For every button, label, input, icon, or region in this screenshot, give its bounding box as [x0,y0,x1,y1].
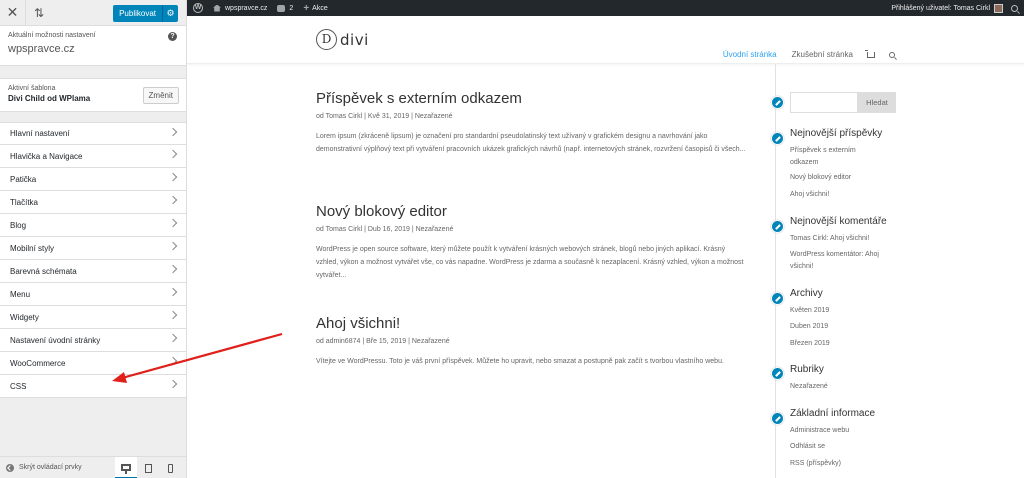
desktop-preview-button[interactable] [115,457,137,478]
menu-item-color-schemes[interactable] [0,260,186,283]
recent-comment-link[interactable]: Tomas Cirkl: Ahoj všichni! [790,235,870,242]
edit-shortcut-icon[interactable] [771,220,784,233]
chevron-right-icon [169,128,177,136]
reorder-icon[interactable]: ⇅ [33,5,45,20]
chevron-right-icon [169,288,177,296]
meta-link[interactable]: Administrace webu [790,427,850,434]
active-theme-name: Divi Child od WPlama [8,94,91,103]
menu-item-label: Hlavní nastavení [10,129,70,138]
main-nav [708,50,895,59]
plus-icon: + [303,2,310,14]
cart-icon[interactable] [867,52,875,58]
customizer-menu [0,122,186,398]
avatar[interactable] [994,4,1003,13]
chevron-right-icon [169,150,177,158]
post-item [316,203,746,282]
menu-item-homepage-settings[interactable] [0,329,186,352]
menu-item-blog[interactable] [0,214,186,237]
edit-shortcut-icon[interactable] [771,412,784,425]
customizer-panel [0,0,187,478]
chevron-right-icon [169,380,177,388]
menu-item-css[interactable] [0,375,186,398]
mobile-icon [168,464,173,473]
admin-bar-new[interactable] [303,3,327,14]
chevron-right-icon [169,334,177,342]
home-icon [213,5,221,12]
logo-mark: D [316,29,337,50]
archive-link[interactable]: Květen 2019 [790,307,830,314]
logged-user-label[interactable]: Přihlášený uživatel: Tomas Cirkl [891,4,990,12]
post-meta: od Tomas Cirkl | Dub 16, 2019 | Nezařazené [316,226,454,233]
post-item [316,315,746,368]
close-icon[interactable]: ✕ [0,0,26,26]
post-title[interactable]: Nový blokový editor [316,203,447,220]
meta-title: Základní informace [790,408,876,419]
menu-item-menus[interactable] [0,283,186,306]
menu-item-label: Tlačítka [10,197,39,207]
admin-bar-comments[interactable] [277,5,293,12]
meta-link[interactable]: RSS (příspěvky) [790,460,841,467]
menu-item-woocommerce[interactable] [0,352,186,375]
customizer-footer [0,456,187,478]
archives-title: Archivy [790,288,823,299]
site-name: wpspravce.cz [8,43,75,55]
chevron-right-icon [169,173,177,181]
search-icon[interactable] [889,52,895,58]
nav-home[interactable]: Úvodní stránka [722,50,777,59]
collapse-icon[interactable] [6,464,14,472]
site-preview [187,0,1024,478]
chevron-right-icon [169,357,177,365]
chevron-right-icon [169,219,177,227]
post-meta: od Tomas Cirkl | Kvě 31, 2019 | Nezařazené [316,113,453,120]
chevron-right-icon [169,311,177,319]
publish-group [113,5,178,22]
gear-icon[interactable]: ⚙ [162,5,178,22]
publish-button[interactable]: Publikovat [113,5,162,22]
menu-item-mobile-styles[interactable] [0,237,186,260]
menu-item-label: Patička [10,174,37,184]
comment-icon [277,5,285,12]
recent-post-link[interactable]: Nový blokový editor [790,174,852,181]
customizer-toolbar [0,0,186,26]
menu-item-header-navigation[interactable] [0,145,186,168]
menu-item-label: Mobilní styly [10,243,55,253]
chevron-right-icon [169,196,177,204]
menu-item-label: Blog [10,220,27,230]
menu-item-general-settings[interactable] [0,122,186,145]
post-meta: od admin6874 | Bře 15, 2019 | Nezařazené [316,338,450,345]
menu-item-footer[interactable] [0,168,186,191]
admin-bar-site-label: wpspravce.cz [225,4,268,12]
menu-item-label: Nastavení úvodní stránky [10,335,101,345]
current-settings-info [0,26,186,66]
menu-item-label: CSS [10,381,27,391]
post-excerpt: WordPress je open source software, který můžete použít k vytváření krásných webových stránek, blogů nebo jiných aplikací. Krásný vzhled, výkon a možnost vytvářet vše, co vás napadne. WordPress je zdarma a současně k nezaplacení. Krásný vzhled, výkon a možnost vytvářet... [316,246,744,279]
comments-count: 2 [289,4,294,12]
menu-item-buttons[interactable] [0,191,186,214]
meta-link[interactable]: Odhlásit se [790,443,826,450]
edit-shortcut-icon[interactable] [771,96,784,109]
nav-sample-page[interactable]: Zkušební stránka [791,50,853,59]
category-link[interactable]: Nezařazené [790,383,828,390]
edit-shortcut-icon[interactable] [771,292,784,305]
categories-title: Rubriky [790,364,824,375]
edit-shortcut-icon[interactable] [771,367,784,380]
post-excerpt: Lorem ipsum (zkráceně lipsum) je označení pro standardní pseudolatinský text užívaný v grafickém designu a navrhování jako demonstrativní výplňový text při vytváření pracovních ukázek grafických návrhů (např. internetových stránek, rozvržení časopisů či všech... [316,133,746,153]
chevron-right-icon [169,265,177,273]
post-title[interactable]: Ahoj všichni! [316,315,401,332]
admin-bar-site[interactable] [213,5,267,12]
menu-item-label: Menu [10,289,31,299]
recent-comments-title: Nejnovější komentáře [790,216,887,227]
admin-bar-account [891,0,1018,16]
mobile-preview-button[interactable] [159,457,181,478]
site-logo[interactable] [316,29,369,50]
menu-item-widgets[interactable] [0,306,186,329]
recent-post-link[interactable]: Příspěvek s externím odkazem [790,147,856,166]
active-theme-section [0,78,186,112]
search-icon[interactable] [1011,5,1018,12]
desktop-icon [121,464,131,471]
admin-bar [187,0,1024,16]
logo-text: divi [340,30,369,49]
edit-shortcut-icon[interactable] [771,132,784,145]
recent-comment-link[interactable]: WordPress komentátor: Ahoj všichni! [790,251,879,270]
menu-item-label: Widgety [10,312,39,322]
chevron-right-icon [169,242,177,250]
post-item [316,90,746,156]
wordpress-logo-icon[interactable]: W [194,4,202,11]
sidebar-search [790,92,910,113]
sidebar-search-button[interactable]: Hledat [858,92,896,113]
recent-posts-title: Nejnovější příspěvky [790,128,883,139]
help-icon[interactable]: ? [168,32,177,41]
site-header [187,16,1024,64]
menu-item-label: Hlavička a Navigace [10,151,83,161]
hide-controls-button[interactable]: Skrýt ovládací prvky [19,464,82,471]
active-theme-label: Aktivní šablona [8,85,56,92]
widget-sidebar [790,92,910,467]
post-excerpt: Vítejte ve WordPressu. Toto je váš první příspěvek. Můžete ho upravit, nebo smazat a postupně pak začít s tvorbou vlastního webu. [316,358,724,365]
device-preview-switcher [115,457,181,478]
post-title[interactable]: Příspěvek s externím odkazem [316,90,522,107]
sidebar-search-input[interactable] [790,92,858,113]
menu-item-label: Barevná schémata [10,266,77,276]
recent-post-link[interactable]: Ahoj všichni! [790,191,830,198]
menu-item-label: WooCommerce [10,358,66,368]
tablet-icon [145,464,152,473]
archive-link[interactable]: Březen 2019 [790,340,830,347]
change-theme-button[interactable]: Změnit [143,87,179,104]
admin-bar-new-label: Akce [312,4,328,12]
tablet-preview-button[interactable] [137,457,159,478]
archive-link[interactable]: Duben 2019 [790,323,829,330]
current-settings-label: Aktuální možnosti nastavení [8,32,96,39]
